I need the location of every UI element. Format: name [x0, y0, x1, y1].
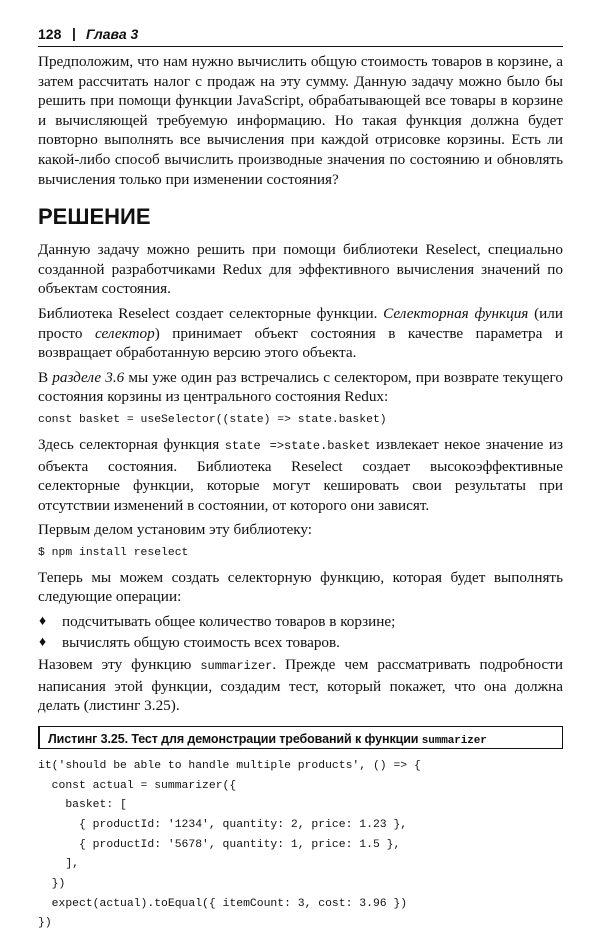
solution-paragraph: Данную задачу можно решить при помощи библиотеки Reselect, специально созданной разработчиками Redux для эффективного вычисления значений по объектам состояния. — [38, 241, 563, 298]
library-paragraph: Библиотека Reselect создает селекторные функции. Селекторная функция (или просто селектор) принимает объект состояния в качестве параметра и возвращает обработанную версию этого объекта. — [38, 304, 563, 362]
install-code: $ npm install reselect — [38, 546, 189, 559]
section-reference-paragraph: В разделе 3.6 мы уже один раз встречались с селектором, при возврате текущего состояния корзины из центрального состояния Redux: — [38, 368, 563, 406]
chapter-title: Глава 3 — [86, 26, 139, 42]
bullet-list — [38, 611, 563, 653]
selector-code: const basket = useSelector((state) => state.basket) — [38, 413, 387, 426]
diamond-bullet-icon: ♦ — [39, 635, 47, 651]
selector-description: Здесь селекторная функция state =>state.basket извлекает некое значение из объекта состояния. Библиотека Reselect создает высокоэффективные селекторные функции, которые могут кешировать свои результаты при отсутствии изменений в состоянии, от которого они зависят. — [38, 435, 563, 514]
name-paragraph: Назовем эту функцию summarizer. Прежде чем рассматривать подробности написания этой функции, создадим тест, который покажет, что она должна делать (листинг 3.25). — [38, 656, 563, 715]
header-rule — [38, 46, 563, 47]
create-paragraph: Теперь мы можем создать селекторную функцию, которая будет выполнять следующие операции: — [38, 568, 563, 606]
listing-code: it('should be able to handle multiple products', () => { const actual = summarizer({ basket: [ { productId: '1234', quantity: 2, price: 1.23 }, { productId: '5678', quantity: 1, price: 1.5 }, ], }) expect(actual).toEqual({ itemCount: 3, cost: 3.96 }) }) — [38, 759, 421, 930]
listing-caption-box — [38, 726, 563, 749]
list-item: ♦ вычислять общую стоимость всех товаров. — [39, 634, 340, 652]
list-item: ♦ подсчитывать общее количество товаров в корзине; — [39, 613, 396, 631]
diamond-bullet-icon: ♦ — [39, 614, 47, 630]
header-separator: | — [72, 25, 76, 41]
intro-paragraph: Предположим, что нам нужно вычислить общую стоимость товаров в корзине, а затем рассчитать налог с продаж на эту сумму. Данную задачу можно было бы решить при помощи функции JavaScript, обрабатывающей все товары в корзине и вычисляющей требуемую информацию. Но такая функция должна будет повторно выполнять все вычисления при каждой отрисовке корзины. Есть ли какой-либо способ вычислить производные значения по состоянию и обновлять вычисления только при изменении состояния? — [38, 53, 563, 188]
page-header — [38, 26, 563, 46]
install-paragraph: Первым делом установим эту библиотеку: — [38, 521, 312, 539]
page-content — [38, 52, 563, 934]
listing-caption: Листинг 3.25. Тест для демонстрации требований к функции summarizer — [48, 731, 487, 747]
page-number: 128 — [38, 26, 62, 42]
section-title: РЕШЕНИЕ — [38, 204, 151, 230]
